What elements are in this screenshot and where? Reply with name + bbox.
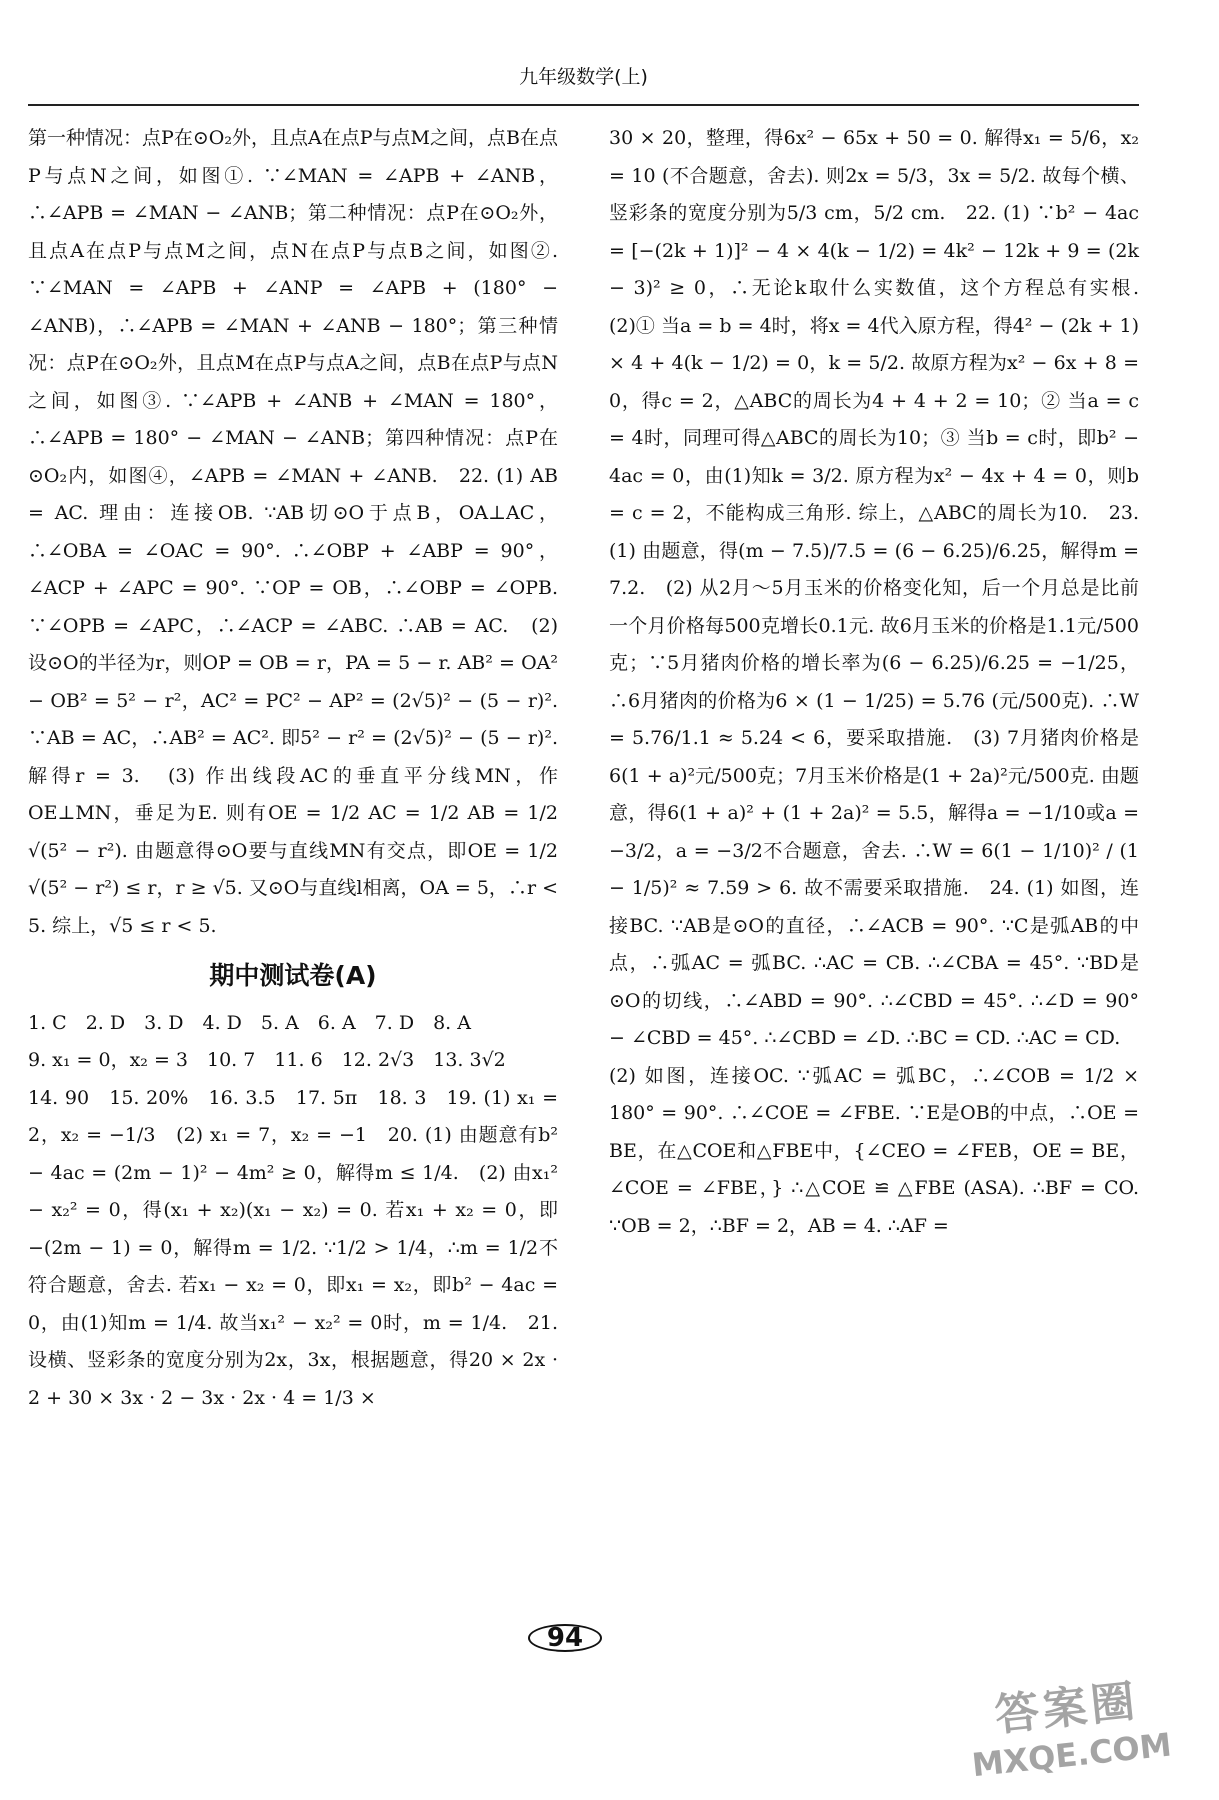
header-divider xyxy=(28,104,1139,106)
right-paragraph-1: 30 × 20，整理，得6x² − 65x + 50 = 0. 解得x₁ = 5/6，x₂ = 10 (不合题意，舍去). 则2x = 5/3，3x = 5/2. 故每个横、竖彩条的宽度分别为5/3 cm，5/2 cm. 22. (1) ∵b² − 4ac = [−(2k + 1)]² − 4 × 4(k − 1/2) = 4k² − 12k + 9 = (2k − 3)² ≥ 0，∴无论k取什么实数值，这个方程总有实根. (2)① 当a = b = 4时，将x = 4代入原方程，得4² − (2k + 1) × 4 + 4(k − 1/2) = 0，k = 5/2. 故原方程为x² − 6x + 8 = 0，得c = 2，△ABC的周长为4 + 4 + 2 = 10；② 当a = c = 4时，同理可得△ABC的周长为10；③ 当b = c时，即b² − 4ac = 0，由(1)知k = 3/2. 原方程为x² − 4x + 4 = 0，则b = c = 2，不能构成三角形. 综上，△ABC的周长为10. 23. (1) 由题意，得(m − 7.5)/7.5 = (6 − 6.25)/6.25，解得m = 7.2. (2) 从2月～5月玉米的价格变化知，后一个月总是比前一个月价格每500克增长0.1元. 故6月玉米的价格是1.1元/500克；∵5月猪肉价格的增长率为(6 − 6.25)/6.25 = −1/25，∴6月猪肉的价格为6 × (1 − 1/25) = 5.76 (元/500克). ∴W = 5.76/1.1 ≈ 5.24 < 6，要采取措施. (3) 7月猪肉价格是6(1 + a)²元/500克；7月玉米价格是(1 + 2a)²元/500克. 由题意，得6(1 + a)² + (1 + 2a)² = 5.5，解得a = −1/10或a = −3/2，a = −3/2不合题意，舍去. ∴W = 6(1 − 1/10)² / (1 − 1/5)² ≈ 7.59 > 6. 故不需要采取措施. 24. (1) 如图，连接BC. ∵AB是⊙O的直径，∴∠ACB = 90°. ∵C是弧AB的中点，∴弧AC = 弧BC. ∴AC = CB. ∴∠CBA = 45°. ∵BD是⊙O的切线，∴∠ABD = 90°. ∴∠CBD = 45°. ∴∠D = 90° − ∠CBD = 45°. ∴∠CBD = ∠D. ∴BC = CD. ∴AC = CD. xyxy=(609,127,1159,1049)
right-column xyxy=(609,120,1159,1245)
answer-line-3: 14. 90 15. 20% 16. 3.5 17. 5π 18. 3 19. (1) x₁ = 2，x₂ = −1/3 (2) x₁ = 7，x₂ = −1 20. (1) 由题意有b² − 4ac = (2m − 1)² − 4m² ≥ 0，解得m ≤ 1/4. (2) 由x₁² − x₂² = 0，得(x₁ + x₂)(x₁ − x₂) = 0. 若x₁ + x₂ = 0，即−(2m − 1) = 0，解得m = 1/2. ∵1/2 > 1/4，∴m = 1/2不符合题意，舍去. 若x₁ − x₂ = 0，即x₁ = x₂，即b² − 4ac = 0，由(1)知m = 1/4. 故当x₁² − x₂² = 0时，m = 1/4. 21. 设横、竖彩条的宽度分别为2x，3x，根据题意，得20 × 2x · 2 + 30 × 3x · 2 − 3x · 2x · 4 = 1/3 × xyxy=(28,1086,558,1409)
page-number: 94 xyxy=(520,1618,610,1658)
left-paragraph-1: 第一种情况：点P在⊙O₂外，且点A在点P与点M之间，点B在点P与点N之间，如图①. ∵∠MAN = ∠APB + ∠ANB，∴∠APB = ∠MAN − ∠ANB；第二种情况：点P在⊙O₂外，且点A在点P与点M之间，点N在点P与点B之间，如图②. ∵∠MAN = ∠APB + ∠ANP = ∠APB + (180° − ∠ANB)，∴∠APB = ∠MAN + ∠ANB − 180°；第三种情况：点P在⊙O₂外，且点M在点P与点A之间，点B在点P与点N之间，如图③. ∵∠APB + ∠ANB + ∠MAN = 180°，∴∠APB = 180° − ∠MAN − ∠ANB；第四种情况：点P在⊙O₂内，如图④，∠APB = ∠MAN + ∠ANB. 22. (1) AB = AC. 理由：连接OB. ∵AB切⊙O于点B，OA⊥AC，∴∠OBA = ∠OAC = 90°. ∴∠OBP + ∠ABP = 90°，∠ACP + ∠APC = 90°. ∵OP = OB，∴∠OBP = ∠OPB. ∵∠OPB = ∠APC，∴∠ACP = ∠ABC. ∴AB = AC. (2) 设⊙O的半径为r，则OP = OB = r，PA = 5 − r. AB² = OA² − OB² = 5² − r²，AC² = PC² − AP² = (2√5)² − (5 − r)². ∵AB = AC，∴AB² = AC². 即5² − r² = (2√5)² − (5 − r)². 解得r = 3. (3) 作出线段AC的垂直平分线MN，作OE⊥MN，垂足为E. 则有OE = 1/2 AC = 1/2 AB = 1/2 √(5² − r²). 由题意得⊙O要与直线MN有交点，即OE = 1/2 √(5² − r²) ≤ r，r ≥ √5. 又⊙O与直线l相离，OA = 5，∴r < 5. 综上，√5 ≤ r < 5. xyxy=(28,127,558,937)
section-title: 期中测试卷(A) xyxy=(209,961,377,990)
answer-line-2: 9. x₁ = 0，x₂ = 3 10. 7 11. 6 12. 2√3 13. 3√2 xyxy=(28,1049,506,1071)
page-header: 九年级数学(上) xyxy=(519,66,648,88)
watermark-text-bottom: MXQE.COM xyxy=(970,1725,1174,1785)
watermark-text-top: 答案圈 xyxy=(992,1675,1142,1742)
left-column xyxy=(28,120,558,1417)
right-paragraph-2: (2) 如图，连接OC. ∵弧AC = 弧BC，∴∠COB = 1/2 × 180° = 90°. ∴∠COE = ∠FBE. ∵E是OB的中点，∴OE = BE，在△COE和△FBE中，{∠CEO = ∠FEB，OE = BE，∠COE = ∠FBE，} ∴△COE ≌ △FBE (ASA). ∴BF = CO. ∵OB = 2，∴BF = 2，AB = 4. ∴AF = xyxy=(609,1064,1139,1237)
answer-line-1: 1. C 2. D 3. D 4. D 5. A 6. A 7. D 8. A xyxy=(28,1011,471,1034)
watermark-logo xyxy=(954,1661,1185,1798)
